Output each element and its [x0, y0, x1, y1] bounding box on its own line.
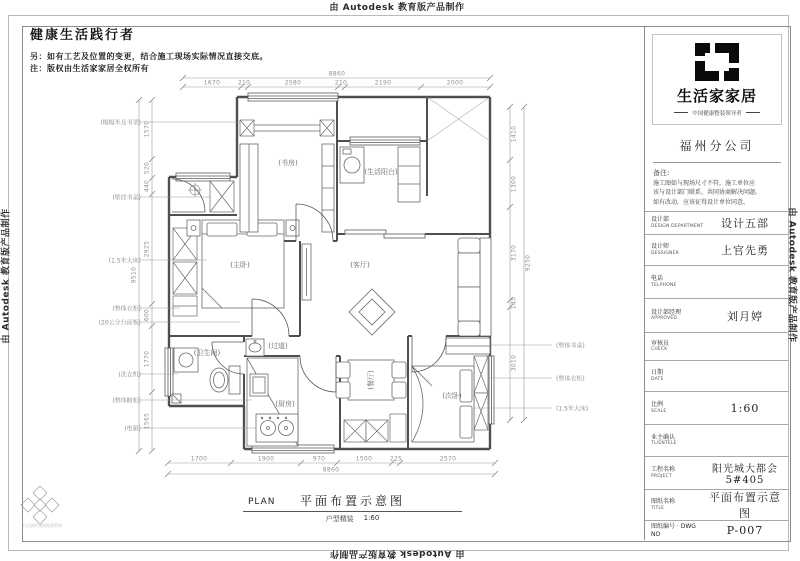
field-label-en: CHECK [651, 347, 668, 353]
field-designer [645, 234, 789, 265]
field-label: 图纸名称 [651, 498, 676, 506]
field-label: 设计师 [651, 243, 670, 251]
field-check [645, 332, 789, 360]
field-label-en: APPROVED [651, 316, 678, 322]
watermark-left: 由 Autodesk 教育版产品制作 [1, 208, 12, 344]
dimension-label: 520 [143, 161, 151, 175]
dimension-label: 440 [143, 179, 151, 193]
dimension-label: 1770 [143, 350, 151, 368]
annotation-label: (整体书桌) [556, 342, 585, 350]
field-value: P-007 [726, 524, 764, 537]
header-note-2: 注：版权由生活家家居全权所有 [30, 64, 149, 73]
field-label-en: TL/ENTELE [651, 441, 677, 447]
field-label: 业主确认 [651, 433, 676, 441]
field-value: 设计五部 [721, 217, 769, 230]
dimension-label: 2000 [446, 79, 464, 87]
field-label-en: DESIGN DEPARTMENT [651, 223, 704, 229]
dimension-label: 210 [237, 79, 251, 87]
footer-underline [243, 511, 462, 512]
dimension-label: 600 [143, 308, 151, 322]
annotation-label: (整体衣柜) [556, 375, 585, 383]
watermark-right: 由 Autodesk 教育版产品制作 [786, 207, 797, 343]
room-label: (厨房) [275, 400, 295, 408]
field-label: 设计部经理 [651, 308, 682, 316]
room-label: (次卧) [442, 392, 462, 400]
field-label-en: TITLE [651, 505, 665, 511]
field-label-en: SCALE [651, 408, 667, 414]
dimension-label: 8860 [322, 466, 340, 474]
header-note-1: 另：如有工艺及位置的变更，结合施工现场实际情况直接交底。 [30, 52, 268, 61]
field-value: 阳光城大都会5#405 [712, 464, 778, 486]
dimension-label: 2580 [284, 79, 302, 87]
dimension-label: 1300 [510, 175, 518, 193]
field-design-department [645, 211, 789, 234]
company-logo [652, 34, 782, 125]
field-dwg-no [645, 520, 789, 540]
dimension-label: 9510 [130, 266, 138, 284]
footer-finish-label: 户型精装 [325, 515, 354, 523]
annotation-label: (整体橱柜) [112, 397, 141, 405]
field-value: 平面布置示意图 [709, 491, 781, 520]
logo-mark-icon [695, 43, 739, 81]
room-label: (生活阳台) [364, 168, 398, 176]
field-value: 1:60 [730, 401, 760, 415]
field-approved [645, 298, 789, 332]
title-block [645, 27, 789, 540]
room-label: (餐厅) [367, 370, 375, 390]
room-label: (客厅) [350, 261, 370, 269]
annotation-label: (1.5米大床) [108, 257, 141, 265]
remark-block [645, 163, 789, 207]
remark-label: 备注: [653, 169, 670, 178]
room-label: (过道) [268, 342, 288, 350]
field-title [645, 489, 789, 520]
watermark-top: 由 Autodesk 教育版产品制作 [329, 3, 465, 13]
remark-line: 该与设计部门联系，共同协商解决问题。 [653, 189, 762, 197]
dimension-label: 1410 [510, 125, 518, 143]
cad-stamp-text: 天正软件建筑绘图系统 [22, 523, 62, 528]
dimension-label: 8860 [328, 70, 346, 78]
field-label: 日期 [651, 369, 664, 377]
field-project [645, 456, 789, 489]
field-label: 比例 [651, 401, 664, 409]
footer-plan-title: 平面布置示意图 [300, 494, 406, 508]
field-telephone [645, 265, 789, 298]
watermark-bottom: 由 Autodesk 教育版产品制作 [329, 548, 465, 558]
annotation-label: (整体衣柜) [112, 305, 141, 313]
remark-line: 如有改动，应该征得设计单位同意。 [653, 198, 750, 206]
field-label-en: DATE [651, 376, 664, 382]
field-label: 图纸编号 · DWG NO [651, 522, 696, 538]
field-label: 审核员 [651, 339, 670, 347]
field-label-en: DESSIGNER [651, 250, 679, 256]
dimension-label: 2190 [374, 79, 392, 87]
dimension-label: 1700 [190, 455, 208, 463]
field-label: 设计部 [651, 216, 670, 224]
dimension-label: 1670 [203, 79, 221, 87]
dimension-label: 3010 [510, 354, 518, 372]
brand-name: 生活家家居 [676, 86, 757, 105]
annotation-label: (壁挂书桌) [112, 194, 141, 202]
room-label: (书房) [278, 159, 298, 167]
field-scale [645, 391, 789, 424]
annotation-label: (榻榻米及书架) [100, 119, 141, 127]
field-label: 工程名称 [651, 466, 676, 474]
footer-subtitle [243, 514, 462, 524]
page-title: 健康生活践行者 [30, 28, 136, 43]
dimension-label: 970 [312, 455, 326, 463]
remark-line: 施工图如与现场尺寸不符，施工单位应 [653, 180, 756, 188]
dimension-label: 1900 [257, 455, 275, 463]
dimension-label: 9250 [524, 254, 532, 272]
annotation-label: (1.5米大床) [556, 405, 589, 413]
dimension-label: 1500 [355, 455, 373, 463]
field-client-confirm [645, 424, 789, 456]
field-date [645, 360, 789, 391]
field-label: 电话 [651, 275, 664, 283]
brand-tagline: 中国健康整装领导者 [674, 109, 760, 117]
dimension-label: 3170 [510, 244, 518, 262]
dimension-label: 1570 [143, 120, 151, 138]
title-block-fields [645, 211, 789, 540]
footer-scale: 1:60 [363, 514, 380, 522]
annotation-label: (电箱) [124, 425, 141, 433]
dimension-label: 210 [334, 79, 348, 87]
branch-name: 福州分公司 [679, 139, 755, 154]
field-value: 上官先勇 [721, 244, 769, 257]
room-label: (卫生间) [193, 349, 221, 357]
annotation-label: (洗衣机) [118, 371, 141, 379]
field-label-en: PROJECT [651, 473, 672, 479]
dimension-label: 2570 [439, 455, 457, 463]
field-label-en: TELPHONE [651, 282, 677, 288]
annotation-label: (20公分台面板) [98, 319, 141, 327]
dimension-label: 2925 [143, 240, 151, 258]
footer-plan-en: PLAN [248, 497, 276, 507]
dimension-label: 145 [510, 296, 518, 310]
room-label: (主卧) [230, 261, 250, 269]
dimension-label: 225 [389, 455, 403, 463]
dimension-label: 1565 [143, 412, 151, 430]
field-value: 刘月婷 [727, 309, 763, 323]
